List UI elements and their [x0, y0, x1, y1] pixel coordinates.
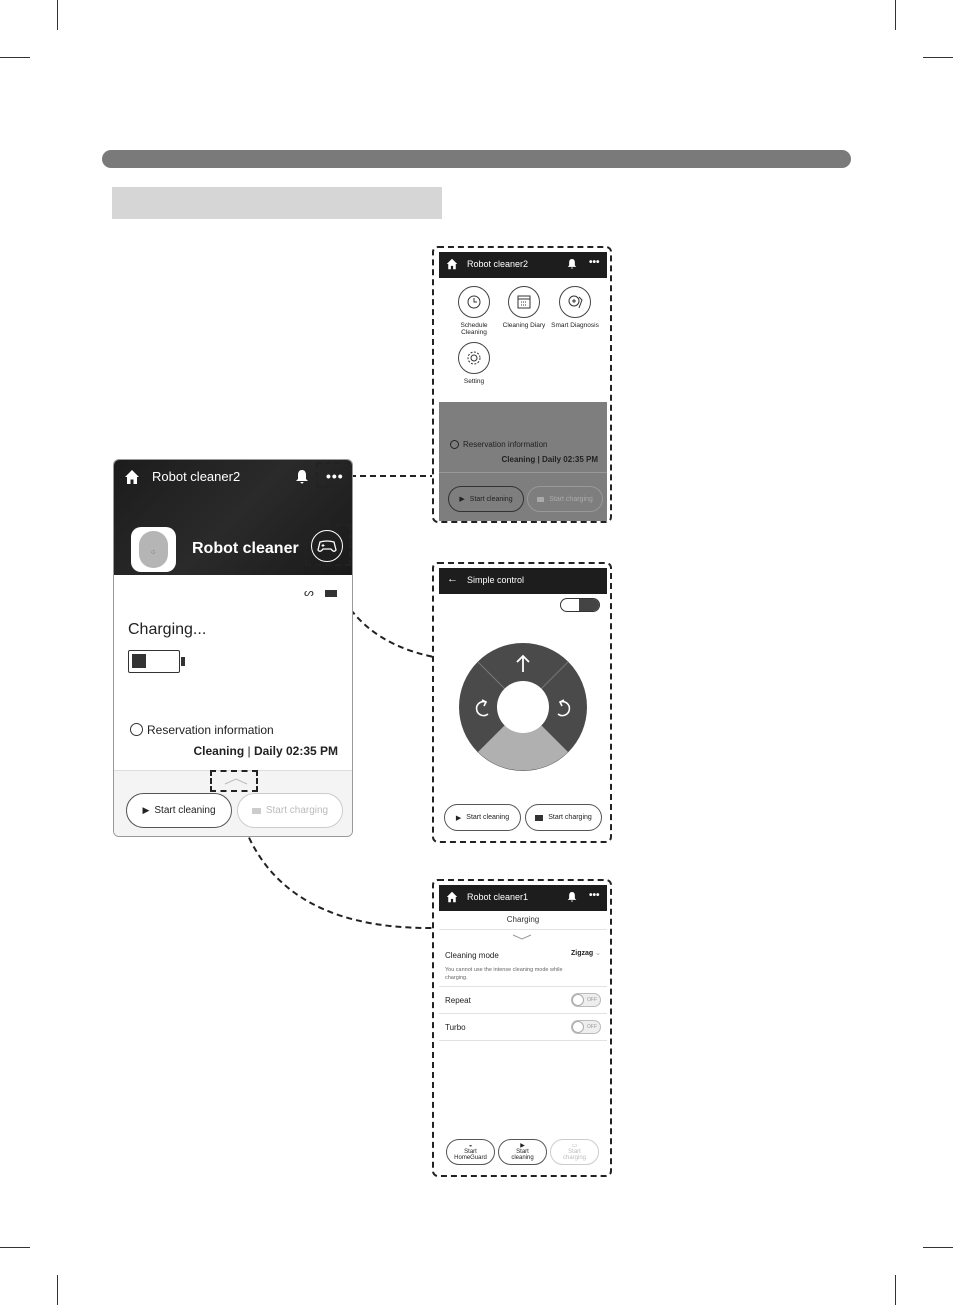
play-icon: ▶	[459, 496, 465, 503]
clock-icon	[450, 440, 459, 449]
start-cleaning-label-1: Start	[516, 1149, 529, 1155]
start-charging-label: Start charging	[549, 495, 593, 503]
play-icon: ▶	[142, 805, 150, 815]
cleaning-mode-note: You cannot use the intense cleaning mode while charging.	[445, 967, 563, 981]
start-charging-label: Start charging	[265, 805, 329, 816]
reservation-label: Reservation information	[463, 440, 548, 449]
homeguard-icon: ◒	[468, 1143, 473, 1149]
more-icon[interactable]: •••	[589, 890, 600, 901]
bell-icon[interactable]	[567, 891, 577, 903]
dimmed-overlay	[439, 402, 607, 521]
reservation-mode: Cleaning	[193, 744, 245, 758]
main-title: Robot cleaner2	[152, 469, 241, 484]
start-charging-label-2: charging	[562, 1155, 586, 1161]
charging-icon: ▭	[571, 1143, 578, 1149]
charging-icon	[537, 497, 544, 502]
repeat-row	[439, 988, 607, 1014]
menu-panel-header	[439, 252, 607, 278]
cleaning-mode-value-text: Zigzag	[571, 950, 594, 957]
reservation-separator: |	[244, 744, 254, 758]
start-cleaning-label: Start cleaning	[154, 805, 216, 816]
home-icon[interactable]	[446, 258, 458, 270]
clock-icon	[458, 286, 490, 318]
menu-item-label: Cleaning Diary	[502, 322, 546, 329]
mode-toggle[interactable]	[560, 598, 600, 612]
charging-panel-title: Robot cleaner1	[467, 892, 529, 902]
reservation-label: Reservation information	[147, 723, 274, 737]
charging-panel-header	[439, 885, 607, 911]
turbo-label: Turbo	[445, 1023, 466, 1032]
direction-pad[interactable]	[458, 642, 588, 772]
start-cleaning-button[interactable]	[448, 486, 524, 512]
cleaning-mode-value[interactable]	[571, 949, 601, 957]
start-homeguard-label-1: Start	[464, 1149, 477, 1155]
start-charging-button[interactable]	[550, 1139, 599, 1165]
chevron-down-icon: ⌄	[595, 950, 601, 957]
reservation-value: Cleaning | Daily 02:35 PM	[501, 455, 598, 464]
start-homeguard-button[interactable]	[446, 1139, 495, 1165]
battery-icon	[128, 650, 180, 673]
menu-item-setting[interactable]	[449, 342, 499, 385]
menu-item-cleaning-diary[interactable]	[499, 286, 549, 329]
menu-panel-title: Robot cleaner2	[467, 259, 529, 269]
device-avatar	[131, 527, 176, 572]
simple-control-panel	[432, 562, 612, 843]
battery-fill	[132, 654, 146, 668]
highlight-gamepad	[305, 524, 351, 566]
divider	[439, 472, 607, 473]
diagnosis-icon	[559, 286, 591, 318]
cleaning-mode-label: Cleaning mode	[445, 951, 499, 960]
simple-control-title: Simple control	[467, 575, 525, 585]
gamepad-mode-icon	[579, 599, 599, 611]
menu-item-label: Smart Diagnosis	[551, 322, 599, 329]
more-icon[interactable]: •••	[589, 257, 600, 268]
start-charging-button[interactable]	[527, 486, 603, 512]
play-icon: ▶	[455, 814, 462, 822]
switch-knob	[572, 1021, 584, 1033]
bell-icon[interactable]	[295, 469, 309, 485]
start-cleaning-label: Start cleaning	[469, 495, 513, 503]
reservation-time: Daily 02:35 PM	[253, 744, 338, 758]
menu-item-smart-diagnosis[interactable]	[550, 286, 600, 329]
start-cleaning-button[interactable]	[498, 1139, 547, 1165]
start-homeguard-label-2: HomeGuard	[454, 1155, 487, 1161]
switch-state: OFF	[587, 997, 597, 1003]
home-icon[interactable]	[124, 469, 140, 485]
start-charging-label: Start charging	[548, 814, 592, 821]
start-cleaning-label-2: cleaning	[511, 1155, 534, 1161]
simple-control-header	[439, 568, 607, 594]
clock-icon	[130, 723, 143, 736]
turbo-row	[439, 1015, 607, 1041]
charging-status: Charging...	[128, 621, 207, 638]
start-cleaning-button[interactable]	[126, 793, 232, 828]
menu-item-label: Schedule Cleaning	[460, 322, 488, 336]
repeat-label: Repeat	[445, 996, 471, 1005]
calendar-icon	[508, 286, 540, 318]
back-arrow-icon[interactable]: ←	[447, 573, 458, 585]
charging-status: Charging	[506, 915, 540, 924]
start-cleaning-label: Start cleaning	[466, 814, 510, 821]
play-icon: ▶	[520, 1143, 525, 1149]
battery-charging-icon	[325, 590, 337, 597]
menu-item-label: Setting	[463, 378, 485, 385]
home-icon[interactable]	[446, 891, 458, 903]
start-charging-button[interactable]	[525, 804, 602, 831]
repeat-switch[interactable]	[571, 993, 601, 1007]
battery-tip	[181, 657, 185, 666]
route-icon: ᔕ	[304, 587, 314, 599]
gear-icon	[458, 342, 490, 374]
more-icon[interactable]: •••	[326, 468, 344, 484]
highlight-chevron	[210, 770, 258, 792]
menu-item-schedule-cleaning[interactable]	[449, 286, 499, 336]
charging-icon	[535, 815, 543, 821]
start-charging-button[interactable]	[237, 793, 343, 828]
turbo-switch[interactable]	[571, 1020, 601, 1034]
charging-panel	[432, 879, 612, 1177]
start-charging-label-1: Start	[568, 1149, 581, 1155]
device-name: Robot cleaner	[192, 540, 299, 557]
highlight-more-menu	[316, 462, 350, 488]
switch-knob	[572, 994, 584, 1006]
start-cleaning-button[interactable]	[444, 804, 521, 831]
cleaning-mode-row[interactable]	[439, 945, 607, 987]
bell-icon[interactable]	[567, 258, 577, 270]
charging-icon	[252, 808, 261, 814]
switch-state: OFF	[587, 1024, 597, 1030]
header-divider	[439, 929, 607, 930]
menu-panel	[432, 246, 612, 523]
robot-cleaner-image: ⁘	[139, 531, 168, 568]
reservation-value	[193, 744, 338, 758]
status-icons	[304, 586, 337, 599]
chevron-down-icon[interactable]	[512, 934, 532, 940]
